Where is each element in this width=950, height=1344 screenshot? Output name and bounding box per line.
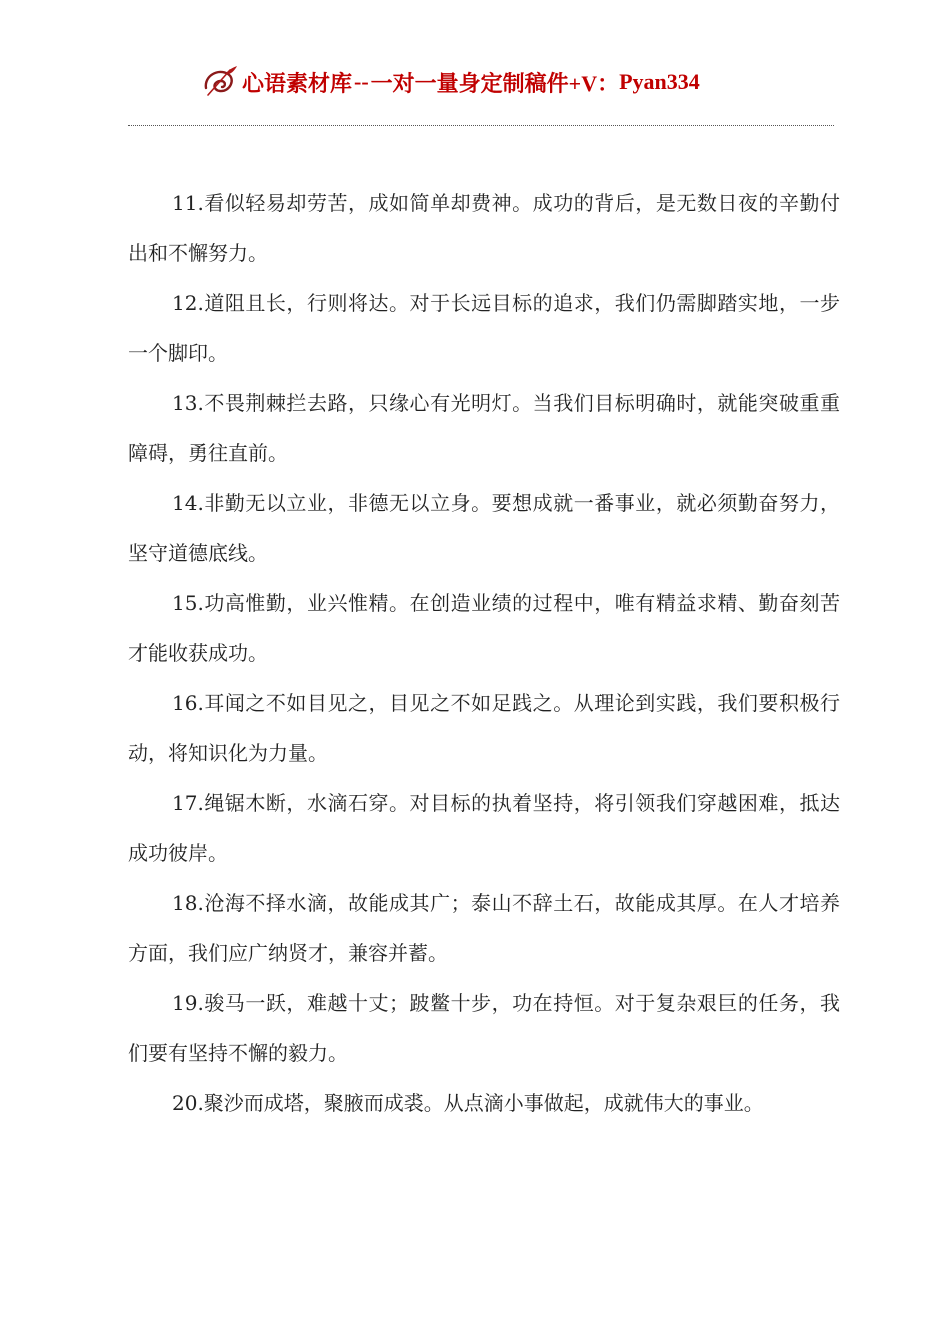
paragraph-17: 17.绳锯木断，水滴石穿。对目标的执着坚持，将引领我们穿越困难，抵达成功彼岸。 [128, 791, 840, 865]
header-separator: -- [354, 69, 369, 94]
paragraph-12: 12.道阻且长，行则将达。对于长远目标的追求，我们仍需脚踏实地，一步一个脚印。 [128, 291, 840, 365]
paragraph-13: 13.不畏荆棘拦去路，只缘心有光明灯。当我们目标明确时，就能突破重重障碍，勇往直前。 [128, 391, 840, 465]
paragraph-19: 19.骏马一跃，难越十丈；跛鳖十步，功在持恒。对于复杂艰巨的任务，我们要有坚持不懈的毅力。 [128, 991, 840, 1065]
paragraph-20: 20.聚沙而成塔，聚腋而成裘。从点滴小事做起，成就伟大的事业。 [172, 1091, 764, 1115]
page-header [200, 62, 700, 102]
document-body [128, 178, 840, 1128]
paragraph-15: 15.功高惟勤，业兴惟精。在创造业绩的过程中，唯有精益求精、勤奋刻苦才能收获成功。 [128, 591, 840, 665]
header-divider [128, 125, 834, 126]
paragraph-11: 11.看似轻易却劳苦，成如简单却费神。成功的背后，是无数日夜的辛勤付出和不懈努力。 [128, 191, 840, 265]
contact-id: Pyan334 [619, 69, 700, 94]
paragraph-16: 16.耳闻之不如目见之，目见之不如足践之。从理论到实践，我们要积极行动，将知识化为力量。 [128, 691, 840, 765]
header-slogan: 一对一量身定制稿件+V： [370, 70, 620, 96]
quill-swirl-icon [200, 62, 240, 102]
paragraph-14: 14.非勤无以立业，非德无以立身。要想成就一番事业，就必须勤奋努力，坚守道德底线。 [128, 491, 840, 565]
brand-name: 心语素材库 [242, 70, 353, 96]
paragraph-18: 18.沧海不择水滴，故能成其广；泰山不辞土石，故能成其厚。在人才培养方面，我们应广纳贤才，兼容并蓄。 [128, 891, 840, 965]
